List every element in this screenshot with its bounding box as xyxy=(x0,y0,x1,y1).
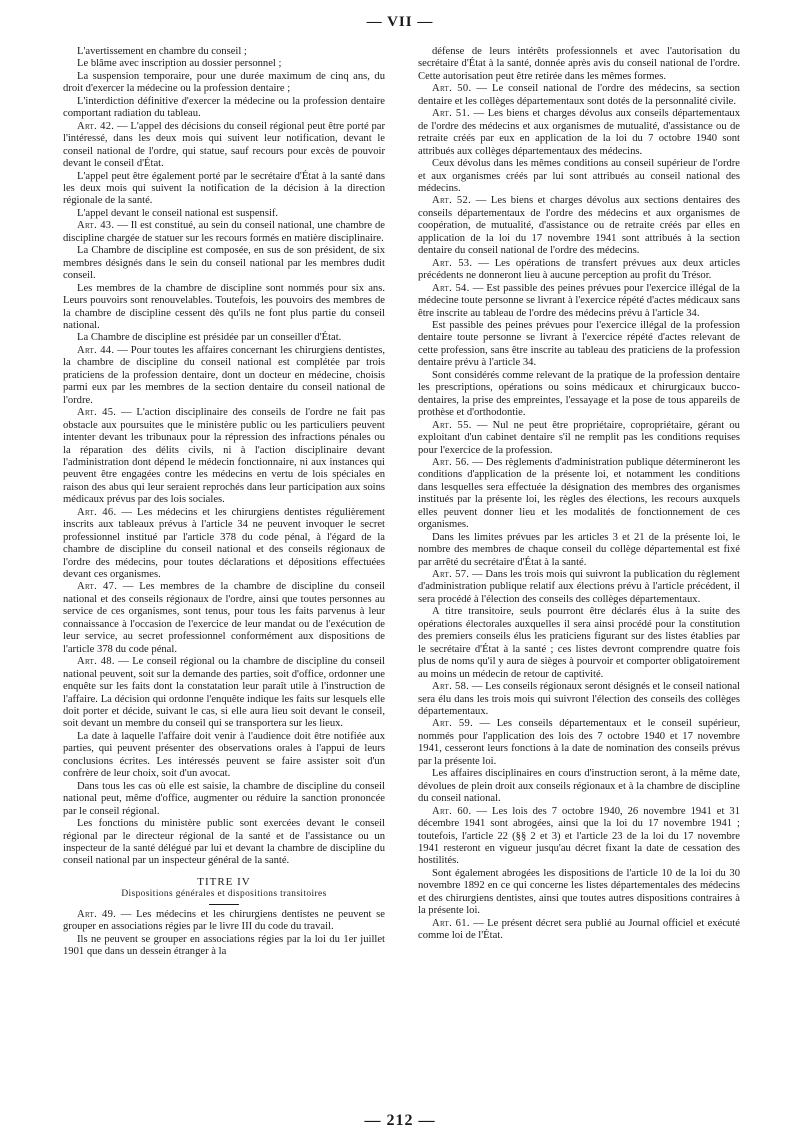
article-label: Art. 55. xyxy=(432,419,472,431)
paragraph: Art. 46. — Les médecins et les chirurgiens dentistes régulièrement inscrits aux tableaux prévus à l'article 34 ne peuvent invoquer le secret professionnel institué par l'article 378 du code pénal, à l'égard de la chambre de discipline du conseil national et des conseils régionaux de l'ordre des médecins, pour toutes déclarations et dépositions effectuées devant ces organismes. xyxy=(63,506,385,581)
article-label: Art. 44. xyxy=(77,344,115,356)
paragraph: Art. 59. — Les conseils départementaux et le conseil supérieur, nommés pour l'application des lois des 7 octobre 1940 et 17 novembre 1941, cesseront leurs fonctions à la date de nomination des conseils prévus par la présente loi. xyxy=(418,718,740,767)
article-label: Art. 56. xyxy=(432,456,470,468)
article-label: Art. 51. xyxy=(432,108,471,120)
paragraph: Les fonctions du ministère public sont exercées devant le conseil régional par le directeur régional de la santé et de l'assistance ou un inspecteur de la santé délégué par lui et devant la chambre de discipline du conseil national par un inspecteur général de la santé. xyxy=(63,818,385,867)
paragraph: La Chambre de discipline est composée, en sus de son président, de six membres désignés dans le sein du conseil national par les membres dudit conseil. xyxy=(63,245,385,282)
paragraph: La suspension temporaire, pour une durée maximum de cinq ans, du droit d'exercer la médecine ou la profession dentaire ; xyxy=(63,70,385,95)
article-label: Art. 60. xyxy=(432,805,472,817)
article-label: Art. 49. xyxy=(77,908,117,920)
paragraph: L'appel devant le conseil national est suspensif. xyxy=(77,207,279,219)
paragraph: Art. 50. — Le conseil national de l'ordre des médecins, sa section dentaire et les collèges départementaux sont dotés de la personnalité civile. xyxy=(418,83,740,107)
paragraph: Art. 44. — Pour toutes les affaires concernant les chirurgiens dentistes, la chambre de discipline du conseil national est complétée par trois praticiens de la profession dentaire, dont un docteur en médecine, choisis parmi eux par les membres de la section dentaire du conseil national de l'ordre. xyxy=(63,344,385,406)
article-label: Art. 52. xyxy=(432,195,472,207)
titre-subtitle: Dispositions générales et dispositions transitoires xyxy=(121,889,327,900)
paragraph: Art. 43. — Il est constitué, au sein du conseil national, une chambre de discipline chargée de statuer sur les recours formés en matière disciplinaire. xyxy=(63,220,385,244)
article-label: Art. 61. xyxy=(432,917,470,929)
paragraph: Art. 57. — Dans les trois mois qui suivront la publication du règlement d'administration publique relatif aux élections prévu à l'article précédent, il sera procédé à l'élection des conseils des collèges départementaux. xyxy=(418,569,740,605)
article-label: Art. 54. xyxy=(432,282,470,294)
left-column xyxy=(63,46,385,959)
paragraph: Dans tous les cas où elle est saisie, la chambre de discipline du conseil national peut, même d'office, augmenter ou réduire la sanction prononcée par le conseil régional. xyxy=(63,780,385,817)
paragraph: Art. 61. — Le présent décret sera publié au Journal officiel et exécuté comme loi de l'État. xyxy=(418,917,740,942)
article-label: Art. 47. xyxy=(77,581,118,593)
right-column xyxy=(418,46,740,943)
paragraph: Ceux dévolus dans les mêmes conditions au conseil supérieur de l'ordre et aux organismes créés par lui sont attribués au conseil national des médecins. xyxy=(418,158,740,194)
paragraph: Art. 52. — Les biens et charges dévolus aux sections dentaires des conseils départementaux de l'ordre des médecins et aux organismes de coopération, de mutualité, d'assistance ou de retraite créés par elles en application de la loi du 17 novembre 1941 sont attribués à la section dentaire du conseil national de l'ordre des médecins. xyxy=(418,195,740,257)
page-number-footer: — 212 — xyxy=(364,1112,436,1129)
title-rule xyxy=(209,904,239,905)
paragraph: Sont considérés comme relevant de la pratique de la profession dentaire les prescriptions, opérations ou soins médicaux et chirurgicaux bucco-dentaires, la prise des empreintes, l'essayage et la pose de tous appareils de prothèse et d'orthodontie. xyxy=(418,369,740,419)
paragraph: Art. 56. — Des règlements d'administration publique détermineront les conditions d'application de la présente loi, et notamment les conditions dans lesquelles sera effectuée la désignation des membres des organismes institués par la présente loi, les règles des élections, les recours auxquels elles peuvent donner lieu et les modalités de fonctionnement de ces organismes. xyxy=(418,456,740,531)
article-label: Art. 45. xyxy=(77,407,117,419)
article-label: Art. 46. xyxy=(77,506,117,518)
article-label: Art. 48. xyxy=(77,656,115,668)
paragraph: Art. 49. — Les médecins et les chirurgiens dentistes ne peuvent se grouper en associations régies par le livre III du code du travail. xyxy=(63,908,385,933)
paragraph: Ils ne peuvent se grouper en associations régies par la loi du 1er juillet 1901 que dans un dessein étranger à la xyxy=(63,933,385,958)
article-label: Art. 58. xyxy=(432,681,470,693)
right-paragraphs xyxy=(418,46,740,943)
paragraph: L'avertissement en chambre du conseil ; xyxy=(77,46,247,57)
paragraph: A titre transitoire, seuls pourront être déclarés élus à la suite des opérations électorales auxquelles il sera ainsi procédé pour la constitution des premiers conseils élus les praticiens figurant sur des listes établies par le secrétaire d'État à la santé ; ces listes devront comprendre quatre fois plus de noms qu'il y aura de sièges à pourvoir et comporter obligatoirement au moins un médecin de retour de captivité. xyxy=(418,606,740,680)
paragraph: Les affaires disciplinaires en cours d'instruction seront, à la même date, dévolues de plein droit aux conseils régionaux et à la chambre de discipline du conseil national. xyxy=(418,768,740,805)
paragraph: La Chambre de discipline est présidée par un conseiller d'État. xyxy=(77,332,342,344)
paragraph: La date à laquelle l'affaire doit venir à l'audience doit être notifiée aux parties, qui peuvent présenter des observations orales à l'appui de leurs conclusions écrites. Les intéressés peuvent se faire assister soit d'un confrère de leur choix, soit d'un avocat. xyxy=(63,730,385,780)
paragraph: Les membres de la chambre de discipline sont nommés pour six ans. Leurs pouvoirs sont renouvelables. Toutefois, les pouvoirs des membres de la chambre de discipline cessent dès qu'ils ne font plus partie du conseil national. xyxy=(63,282,385,331)
article-label: Art. 43. xyxy=(77,220,115,232)
paragraph: Art. 47. — Les membres de la chambre de discipline du conseil national et des conseils régionaux de l'ordre, ainsi que toutes personnes au service de ces organismes, sont tenus, pour tous les faits parvenus à leur connaissance à l'occasion de l'exercice de leur mandat ou de l'exécution de leur service, au secret professionnel conformément aux dispositions de l'article 378 du code pénal. xyxy=(63,581,385,655)
page-header-roman: — VII — xyxy=(366,14,434,30)
paragraph: Art. 53. — Les opérations de transfert prévues aux deux articles précédents ne donneront lieu à aucune perception au profit du Trésor. xyxy=(418,257,740,282)
paragraph: L'interdiction définitive d'exercer la médecine ou la profession dentaire comportant radiation du tableau. xyxy=(63,95,385,120)
article-label: Art. 42. xyxy=(77,120,115,132)
paragraph: Le blâme avec inscription au dossier personnel ; xyxy=(77,58,282,70)
paragraph: Art. 45. — L'action disciplinaire des conseils de l'ordre ne fait pas obstacle aux poursuites que le ministère public ou les particuliers peuvent intenter devant les tribunaux pour la répression des infractions pénales ou la réparation des délits civils, ni à l'action disciplinaire devant l'administration dont dépend le médecin fonctionnaire, ni aux instances qui peuvent être engagées contre les médecins en vertu de lois spéciales en raison des abus qui leur seraient reprochés dans leur participation aux soins médicaux prévus par des lois sociales. xyxy=(63,407,385,506)
article-label: Art. 59. xyxy=(432,718,474,730)
paragraph: Art. 42. — L'appel des décisions du conseil régional peut être porté par l'intéressé, dans les deux mois qui suivent leur notification, devant le conseil national de l'ordre, qui statue, sauf recours pour excès de pouvoir devant le conseil d'État. xyxy=(63,120,385,170)
paragraph: Art. 54. — Est passible des peines prévues pour l'exercice illégal de la médecine toute personne se livrant à l'exercice répété d'actes médicaux sans être inscrite au tableau de l'ordre des médecins prévu à l'article 34. xyxy=(418,282,740,319)
paragraph: défense de leurs intérêts professionnels et avec l'autorisation du secrétaire d'État à la santé, donnée après avis du conseil national de l'ordre. Cette autorisation peut être retirée dans les mêmes formes. xyxy=(418,46,740,82)
article-label: Art. 53. xyxy=(432,257,473,269)
paragraph: Art. 60. — Les lois des 7 octobre 1940, 26 novembre 1941 et 31 décembre 1941 sont abrogées, ainsi que la loi du 17 novembre 1941 ; toutefois, l'article 22 (§§ 2 et 3) et l'article 23 de la loi du 17 novembre 1941 resteront en vigueur jusqu'au décret fixant la date de cessation des hostilités. xyxy=(418,805,740,867)
paragraph: Dans les limites prévues par les articles 3 et 21 de la présente loi, le nombre des membres de chaque conseil du collège départemental est fixé par arrêté du secrétaire d'État à la santé. xyxy=(418,531,740,568)
article-label: Art. 50. xyxy=(432,83,472,95)
left-paragraphs-end xyxy=(63,909,385,959)
paragraph: Est passible des peines prévues pour l'exercice illégal de la profession dentaire toute personne se livrant à l'exercice répété d'actes relevant de cette profession, sans être inscrite au tableau des praticiens de la profession dentaire prévu à l'article 34. xyxy=(418,319,740,369)
paragraph: L'appel peut être également porté par le secrétaire d'État à la santé dans les deux mois qui suivent la notification de la décision à la direction régionale de la santé. xyxy=(63,170,385,207)
paragraph: Art. 58. — Les conseils régionaux seront désignés et le conseil national sera élu dans les trois mois qui suivront l'élection des conseils des collèges départementaux. xyxy=(418,681,740,718)
paragraph: Art. 48. — Le conseil régional ou la chambre de discipline du conseil national peuvent, soit sur la demande des parties, soit d'office, ordonner une enquête sur les faits dont la constatation leur paraît utile à l'instruction de l'affaire. La décision qui ordonne l'enquête indique les faits sur lesquels elle doit porter et décide, suivant le cas, si elle aura lieu soit devant le conseil, soit devant un membre du conseil qui se transportera sur les lieux. xyxy=(63,656,385,730)
article-label: Art. 57. xyxy=(432,569,470,581)
paragraph: Art. 55. — Nul ne peut être propriétaire, copropriétaire, gérant ou exploitant d'un cabinet dentaire s'il ne remplit pas les conditions requises pour l'exercice de la profession. xyxy=(418,419,740,456)
paragraph: Sont également abrogées les dispositions de l'article 10 de la loi du 30 novembre 1892 en ce qui concerne les listes départementales des médecins et des chirurgiens dentistes, ainsi que toutes autres dispositions contraires à la présente loi. xyxy=(418,867,740,917)
paragraph: Art. 51. — Les biens et charges dévolus aux conseils départementaux de l'ordre des médecins et aux organismes de mutualité, d'assistance ou de retraite créés par eux en application de la loi du 7 octobre 1940 sont attribués aux collèges départementaux des médecins. xyxy=(418,108,740,157)
titre-heading: TITRE IV xyxy=(197,875,251,888)
left-paragraphs xyxy=(63,46,385,868)
